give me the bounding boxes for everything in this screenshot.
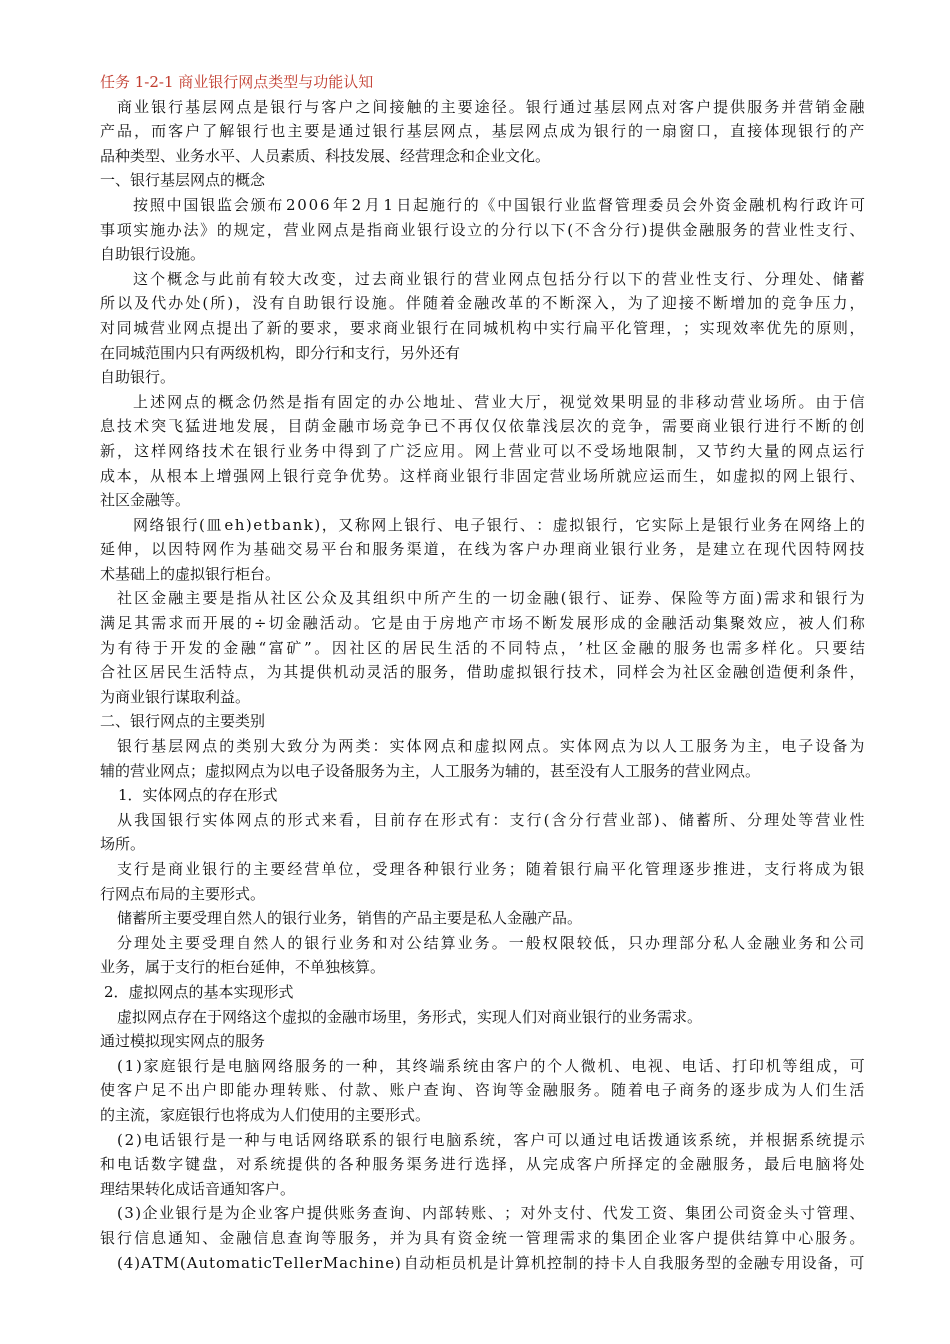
text-line: 自助银行。 — [100, 368, 176, 387]
text-line: 所 以 及 代 办 处 ( 所 ) ， 没 有 自 助 银 行 设 施 。 伴 随 着 金 融 改 革 的 不 断 深 入 ， 为 了 迎 接 不 断 增 加 的 竞 争 压 力 ， — [100, 294, 865, 313]
text-line: 息 技 术 突 飞 猛 进 地 发 展 ， 目 荫 金 融 市 场 竞 争 已 不 再 仅 仅 依 靠 浅 层 次 的 竞 争 ， 需 要 商 业 银 行 进 行 不 断 的 创 — [100, 417, 865, 436]
text-line: 品种类型、业务水平、人员素质、科技发展、经营理念和企业文化。 — [100, 146, 551, 165]
text-line: 2．虚拟网点的基本实现形式 — [104, 982, 294, 1001]
text-line: 产 品 ， 而 客 户 了 解 银 行 也 主 要 是 通 过 银 行 基 层 网 点 ， 基 层 网 点 成 为 银 行 的 一 扇 窗 口 ， 直 接 体 现 银 行 的 产 — [100, 122, 865, 141]
text-line: 事 项 实 施 办 法 》 的 规 定 ， 营 业 网 点 是 指 商 业 银 行 设 立 的 分 行 以 下 ( 不 含 分 行 ) 提 供 金 融 服 务 的 营 业 性 支 行 、 — [100, 220, 865, 239]
text-line: 使 客 户 足 不 出 户 即 能 办 理 转 账 、 付 款 、 账 户 查 询 、 咨 询 等 金 融 服 务 。 随 着 电 子 商 务 的 逐 步 成 为 人 们 生 活 — [100, 1081, 865, 1100]
text-line: 行网点布局的主要形式。 — [100, 884, 266, 903]
text-line: ( 1 ) 家 庭 银 行 是 电 脑 网 络 服 务 的 一 种 ， 其 终 端 系 统 由 客 户 的 个 人 微 机 、 电 视 、 电 话 、 打 印 机 等 组 成 ， 可 — [117, 1056, 865, 1075]
document-title: 任务 1-2-1 商业银行网点类型与功能认知 — [100, 73, 374, 91]
text-line: 自助银行设施。 — [100, 245, 206, 264]
text-line: 成 本 ， 从 根 本 上 增 强 网 上 银 行 竞 争 优 势 。 这 样 商 业 银 行 非 固 定 营 业 场 所 就 应 运 而 生 ， 如 虚 拟 的 网 上 银 行 、 — [100, 466, 865, 485]
document-page — [100, 70, 865, 1275]
text-line: ( 3 ) 企 业 银 行 是 为 企 业 客 户 提 供 账 务 查 询 、 内 部 转 账 、 ； 对 外 支 付 、 代 发 工 资 、 集 团 公 司 资 金 头 寸 管 理 、 — [117, 1204, 865, 1223]
text-line: 为商业银行谋取利益。 — [100, 687, 251, 706]
text-line: 分 理 处 主 要 受 理 自 然 人 的 银 行 业 务 和 对 公 结 算 业 务 。 一 般 权 限 较 低 ， 只 办 理 部 分 私 人 金 融 业 务 和 公 司 — [117, 933, 865, 952]
text-line: 满 足 其 需 求 而 开 展 的 ÷ 切 金 融 活 动 。 它 是 由 于 房 地 产 市 场 不 断 发 展 形 成 的 金 融 活 动 集 聚 效 应 ， 被 人 们 称 — [100, 614, 865, 633]
text-line: 从 我 国 银 行 实 体 网 点 的 形 式 来 看 ， 目 前 存 在 形 式 有 ： 支 行 ( 含 分 行 营 业 部 ) 、 储 蓄 所 、 分 理 处 等 营 业 性 — [117, 810, 865, 829]
text-line: 银 行 信 息 通 知 、 金 融 信 息 查 询 等 服 务 ， 并 为 具 有 资 金 统 一 管 理 需 求 的 集 团 企 业 客 户 提 供 结 算 中 心 服 务 。 — [100, 1228, 865, 1247]
text-line: 为 有 待 于 开 发 的 金 融 “ 富 矿 ” 。 因 社 区 的 居 民 生 活 的 不 同 特 点 ， ’ 杜 区 金 融 的 服 务 也 需 多 样 化 。 只 要 结 — [100, 638, 865, 657]
text-line: 按 照 中 国 银 监 会 颁 布 2 0 0 6 年 2 月 1 日 起 施 行 的 《 中 国 银 行 业 监 督 管 理 委 员 会 外 资 金 融 机 构 行 政 许 可 — [133, 195, 865, 214]
text-line: 辅的营业网点；虚拟网点为以电子设备服务为主，人工服务为辅的，甚至没有人工服务的营业网点。 — [100, 761, 761, 780]
text-line: 储蓄所主要受理自然人的银行业务，销售的产品主要是私人金融产品。 — [117, 909, 583, 928]
text-line: 二、银行网点的主要类别 — [100, 712, 266, 731]
text-line: 对 同 城 营 业 网 点 提 出 了 新 的 要 求 ， 要 求 商 业 银 行 在 同 城 机 构 中 实 行 扁 平 化 管 理 ， ； 实 现 效 率 优 先 的 原 则 ， — [100, 318, 865, 337]
text-line: 业务，属于支行的柜台延伸，不单独核算。 — [100, 958, 386, 977]
text-line: 合 社 区 居 民 生 活 特 点 ， 为 其 提 供 机 动 灵 活 的 服 务 ， 借 助 虚 拟 银 行 技 术 ， 同 样 会 为 社 区 金 融 创 造 便 利 条 件 ， — [100, 663, 865, 682]
text-line: 上 述 网 点 的 概 念 仍 然 是 指 有 固 定 的 办 公 地 址 、 营 业 大 厅 ， 视 觉 效 果 明 显 的 非 移 动 营 业 场 所 。 由 于 信 — [133, 392, 865, 411]
text-line: 场所。 — [100, 835, 146, 854]
text-line: 延 伸 ， 以 因 特 网 作 为 基 础 交 易 平 台 和 服 务 渠 道 ， 在 线 为 客 户 办 理 商 业 银 行 业 务 ， 是 建 立 在 现 代 因 特 网 技 — [100, 540, 865, 559]
text-line: 这 个 概 念 与 此 前 有 较 大 改 变 ， 过 去 商 业 银 行 的 营 业 网 点 包 括 分 行 以 下 的 营 业 性 支 行 、 分 理 处 、 储 蓄 — [133, 269, 865, 288]
text-line: 1．实体网点的存在形式 — [118, 786, 278, 805]
text-line: 社 区 金 融 主 要 是 指 从 社 区 公 众 及 其 组 织 中 所 产 生 的 一 切 金 融 ( 银 行 、 证 券 、 保 险 等 方 面 ) 需 求 和 银 行 为 — [117, 589, 865, 608]
text-line: ( 4 ) A T M ( A u t o m a t i c T e l l e r M a c h i n e ) 自 动 柜 员 机 是 计 算 机 控 制 的 持 卡 人 自 我 服 务 型 的 金 融 专 用 设 备 ， 可 — [117, 1253, 865, 1272]
text-line: 理结果转化成话音通知客户。 — [100, 1179, 296, 1198]
text-line: 通过模拟现实网点的服务 — [100, 1032, 266, 1051]
text-line: 的主流，家庭银行也将成为人们使用的主要形式。 — [100, 1105, 431, 1124]
text-line: 虚拟网点存在于网络这个虚拟的金融市场里，务形式，实现人们对商业银行的业务需求。 — [117, 1007, 703, 1026]
text-line: 支 行 是 商 业 银 行 的 主 要 经 营 单 位 ， 受 理 各 种 银 行 业 务 ； 随 着 银 行 扁 平 化 管 理 逐 步 推 进 ， 支 行 将 成 为 银 — [117, 860, 865, 878]
document-body — [100, 95, 865, 1276]
text-line: 一、银行基层网点的概念 — [100, 171, 266, 190]
text-line: 网 络 银 行 ( 皿 e h ) e t b a n k ) ， 又 称 网 上 银 行 、 电 子 银 行 、 ： 虚 拟 银 行 ， 它 实 际 上 是 银 行 业 务 在 网 络 上 的 — [133, 515, 865, 534]
text-line: 银 行 基 层 网 点 的 类 别 大 致 分 为 两 类 ： 实 体 网 点 和 虚 拟 网 点 。 实 体 网 点 为 以 人 工 服 务 为 主 ， 电 子 设 备 为 — [117, 737, 865, 756]
text-line: 术基础上的虚拟银行柜台。 — [100, 564, 281, 583]
text-line: 新 ， 这 样 网 络 技 术 在 银 行 业 务 中 得 到 了 广 泛 应 用 。 网 上 营 业 可 以 不 受 场 地 限 制 ， 又 节 约 大 量 的 网 点 运 行 — [100, 441, 865, 460]
text-line: 在同城范围内只有两级机构，即分行和支行，另外还有 — [100, 343, 461, 362]
text-line: 商 业 银 行 基 层 网 点 是 银 行 与 客 户 之 间 接 触 的 主 要 途 径 。 银 行 通 过 基 层 网 点 对 客 户 提 供 服 务 并 营 销 金 融 — [117, 97, 865, 116]
text-line: ( 2 ) 电 话 银 行 是 一 种 与 电 话 网 络 联 系 的 银 行 电 脑 系 统 ， 客 户 可 以 通 过 电 话 拨 通 该 系 统 ， 并 根 据 系 统 提 示 — [117, 1130, 865, 1149]
text-line: 和 电 话 数 字 键 盘 ， 对 系 统 提 供 的 各 种 服 务 渠 务 进 行 选 择 ， 从 完 成 客 户 所 择 定 的 金 融 服 务 ， 最 后 电 脑 将 处 — [100, 1155, 865, 1174]
text-line: 社区金融等。 — [100, 491, 191, 510]
